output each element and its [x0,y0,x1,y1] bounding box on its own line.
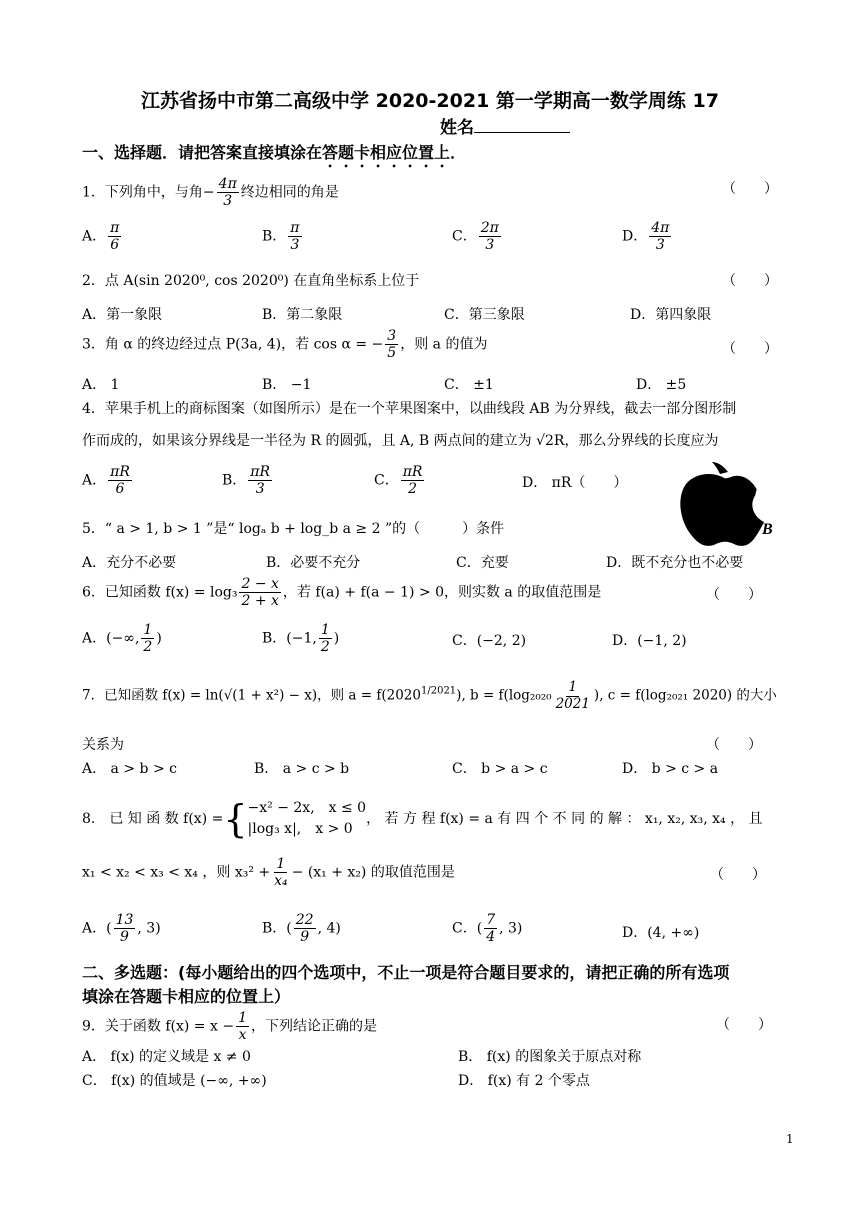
q9-option-d[interactable]: D． f(x) 有 2 个零点 [458,1073,590,1089]
q8-option-a[interactable]: A．( $\frac{13}{9}$ , 3) [82,912,161,946]
q6-option-a[interactable]: A．(−∞, $\frac{1}{2}$ ) [82,622,162,656]
q3-option-c[interactable]: C． ±1 [444,377,494,393]
q3-option-b[interactable]: B． −1 [262,377,312,393]
q8-answer-paren[interactable]: （ ） [710,867,766,883]
q7-stem-line2: 关系为 [82,737,124,753]
q5-stem: 5．“ a > 1, b > 1 ”是“ logₐ b + log_b a ≥ 2 ”的（ ）条件 [82,521,505,537]
q4-stem-line1: 4．苹果手机上的商标图案（如图所示）是在一个苹果图案中，以曲线段 AB 为分界线，截去一部分图形制 [82,401,737,417]
q1-fraction: $\frac{4\pi}{3}$ [218,176,237,210]
q5-option-a[interactable]: A．充分不必要 [82,555,177,571]
q3-answer-paren[interactable]: （ ） [722,341,778,357]
q9-answer-paren[interactable]: （ ） [716,1017,772,1033]
q2-option-b[interactable]: B．第二象限 [262,307,343,323]
q9-option-c[interactable]: C． f(x) 的值域是 (−∞, +∞) [82,1073,267,1089]
q1-answer-paren[interactable]: （ ） [722,181,778,197]
q5-option-d[interactable]: D．既不充分也不必要 [606,555,744,571]
q8-piecewise: −x² − 2x, x ≤ 0 |log₃ x|, x > 0 [247,800,367,837]
q3-option-a[interactable]: A． 1 [82,377,120,393]
section1-heading: 一、选择题．请把答案直接填涂在答题卡相应位置上． [82,143,467,162]
q7-option-b[interactable]: B． a > c > b [254,761,350,777]
q7-answer-paren[interactable]: （ ） [706,737,762,753]
q1-option-d[interactable]: D． $\frac{4\pi}{3}$ [622,220,670,254]
q2-stem: 2．点 A(sin 2020⁰, cos 2020⁰) 在直角坐标系上位于 [82,273,420,289]
q1-stem: 1．下列角中，与角− $\frac{4\pi}{3}$ 终边相同的角是 [82,176,339,210]
section2-heading-line2: 填涂在答题卡相应的位置上） [82,987,291,1006]
apple-logo-figure [678,462,778,548]
q8-option-c[interactable]: C．( $\frac{7}{4}$ , 3) [452,912,523,946]
q2-option-a[interactable]: A．第一象限 [82,307,163,323]
page-title: 江苏省扬中市第二高级中学 2020-2021 第一学期高一数学周练 17 [141,90,719,112]
q1-option-c[interactable]: C． $\frac{2\pi}{3}$ [452,220,499,254]
q4-option-c[interactable]: C． $\frac{\pi R}{2}$ [374,464,423,498]
name-field[interactable] [440,113,570,138]
q9-option-b[interactable]: B． f(x) 的图象关于原点对称 [458,1049,642,1065]
q6-option-d[interactable]: D．(−1, 2) [612,633,687,649]
name-label: 姓名 [440,118,474,138]
q4-stem-line2: 作而成的，如果该分界线是一半径为 R 的圆弧，且 A, B 两点间的建立为 √2R，那么分界线的长度应为 [82,433,719,449]
q6-stem: 6．已知函数 f(x) = log₃ $\frac{2 - x}{2 + x}$ ，若 f(a) + f(a − 1) > 0，则实数 a 的取值范围是 [82,576,602,610]
q9-stem: 9．关于函数 f(x) = x − $\frac{1}{x}$ ，下列结论正确的是 [82,1010,377,1044]
q2-option-c[interactable]: C．第三象限 [444,307,525,323]
q4-option-b[interactable]: B． $\frac{\pi R}{3}$ [222,464,271,498]
q7-stem: 7．已知函数 f(x) = ln(√(1 + x²) − x)，则 $a = f(2020^{1/2021})$, b = f(log₂₀₂₀ $\frac{1}{2021}$ ), c = f(log₂₀₂₁ 2020) 的大小 [82,679,777,712]
q6-option-c[interactable]: C．(−2, 2) [452,633,527,649]
q8-option-b[interactable]: B．( $\frac{22}{9}$ , 4) [262,912,341,946]
q8-stem: 8． 已 知 函 数 f(x) ={ −x² − 2x, x ≤ 0 |log₃ x|, x > 0 ， 若 方 程 f(x) = a 有 四 个 不 同 的 解 ： x₁, x₂, x₃, x₄ ， 且 [82,797,763,841]
q6-answer-paren[interactable]: （ ） [706,587,762,603]
q7-option-a[interactable]: A． a > b > c [82,761,177,777]
q8-option-d[interactable]: D．(4, +∞) [622,925,700,941]
q1-option-b[interactable]: B． $\frac{\pi}{3}$ [262,220,300,254]
name-blank[interactable] [474,118,570,133]
q5-option-c[interactable]: C．充要 [456,555,509,571]
q4-option-a[interactable]: A． $\frac{\pi R}{6}$ [82,464,130,498]
q6-option-b[interactable]: B．(−1, $\frac{1}{2}$ ) [262,622,340,656]
q3-option-d[interactable]: D． ±5 [636,377,687,393]
q5-option-b[interactable]: B．必要不充分 [266,555,361,571]
q3-stem: 3．角 α 的终边经过点 P(3a, 4)，若 cos α = − $\frac{3}{5}$ ，则 a 的值为 [82,328,488,362]
apple-figure-label-b: B [762,521,773,538]
q7-option-c[interactable]: C． b > a > c [452,761,548,777]
q2-option-d[interactable]: D．第四象限 [630,307,712,323]
q9-option-a[interactable]: A． f(x) 的定义域是 x ≠ 0 [82,1049,251,1065]
section2-heading-line1: 二、多选题：(每小题给出的四个选项中，不止一项是符合题目要求的，请把正确的所有选项 [82,963,730,982]
q4-option-d[interactable]: D． πR（ ） [522,475,628,491]
q8-stem-line2: x₁ < x₂ < x₃ < x₄ ，则 x₃² + $\frac{1}{\text{x₄}}$ − (x₁ + x₂) 的取值范围是 [82,856,455,890]
q7-option-d[interactable]: D． b > c > a [622,761,719,777]
q2-answer-paren[interactable]: （ ） [722,273,778,289]
q1-option-a[interactable]: A． $\frac{\pi}{6}$ [82,220,120,254]
page-number: 1 [786,1132,794,1146]
